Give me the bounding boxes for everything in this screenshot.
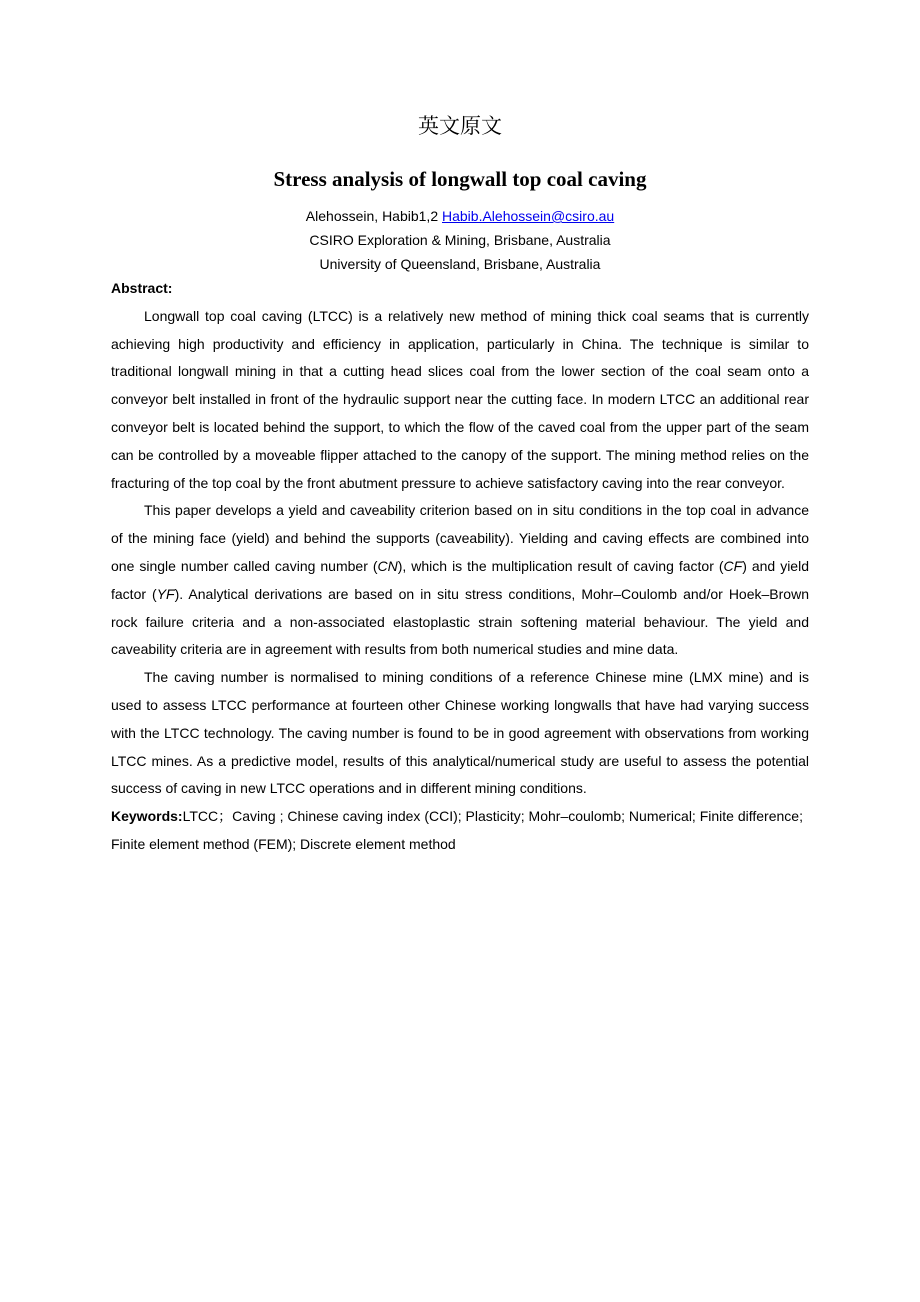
- keywords-text: LTCC；Caving ; Chinese caving index (CCI); Plasticity; Mohr–coulomb; Numerical; Finite difference; Finite element method (FEM); Discrete element method: [111, 808, 803, 852]
- paper-title: Stress analysis of longwall top coal caving: [273, 167, 647, 191]
- p2-cn: CN: [377, 557, 398, 574]
- author-email-link[interactable]: Habib.Alehossein@csiro.au: [442, 208, 615, 224]
- author-name: Alehossein, Habib1,2: [305, 208, 442, 224]
- p2-text-c: ) and yield factor (: [111, 557, 809, 602]
- affiliation-2: University of Queensland, Brisbane, Australia: [319, 256, 601, 272]
- keywords-label: Keywords:: [111, 808, 183, 825]
- p2-text-b: ), which is the multiplication result of caving factor (: [397, 557, 724, 574]
- p2-cf: CF: [723, 557, 743, 574]
- abstract-label: Abstract:: [111, 280, 173, 296]
- p2-text-a: This paper develops a yield and caveability criterion based on in situ conditions in the top coal in advance of the mining face (yield) and behind the supports (caveability). Yielding and caving effects are combined into one single number called caving number (: [111, 502, 809, 574]
- abstract-paragraph-1: Longwall top coal caving (LTCC) is a relatively new method of mining thick coal seams that is currently achieving high productivity and efficiency in application, particularly in China. The technique is similar to traditional longwall mining in that a cutting head slices coal from the lower section of the coal seam onto a conveyor belt installed in front of the hydraulic support near the cutting face. In modern LTCC an additional rear conveyor belt is located behind the support, to which the flow of the caved coal from the upper part of the seam can be controlled by a moveable flipper attached to the canopy of the support. The mining method relies on the fracturing of the top coal by the front abutment pressure to achieve satisfactory caving into the rear conveyor.: [111, 307, 809, 491]
- abstract-paragraph-2: [111, 497, 809, 664]
- p2-text-d: ). Analytical derivations are based on in situ stress conditions, Mohr–Coulomb and/or Hoek–Brown rock failure criteria and a non-associated elastoplastic strain softening material behaviour. The yield and caveability criteria are in agreement with results from both numerical studies and mine data.: [111, 585, 809, 658]
- affiliation-1: CSIRO Exploration & Mining, Brisbane, Australia: [309, 232, 611, 248]
- keywords-line: [111, 803, 809, 859]
- chinese-heading: 英文原文: [418, 114, 502, 138]
- author-line: [0, 204, 920, 228]
- abstract-paragraph-3: The caving number is normalised to mining conditions of a reference Chinese mine (LMX mine) and is used to assess LTCC performance at fourteen other Chinese working longwalls that have had varying success with the LTCC technology. The caving number is found to be in good agreement with observations from working LTCC mines. As a predictive model, results of this analytical/numerical study are useful to assess the potential success of caving in new LTCC operations and in different mining conditions.: [111, 669, 809, 797]
- p2-yf: YF: [156, 585, 175, 602]
- abstract-section: [111, 275, 809, 859]
